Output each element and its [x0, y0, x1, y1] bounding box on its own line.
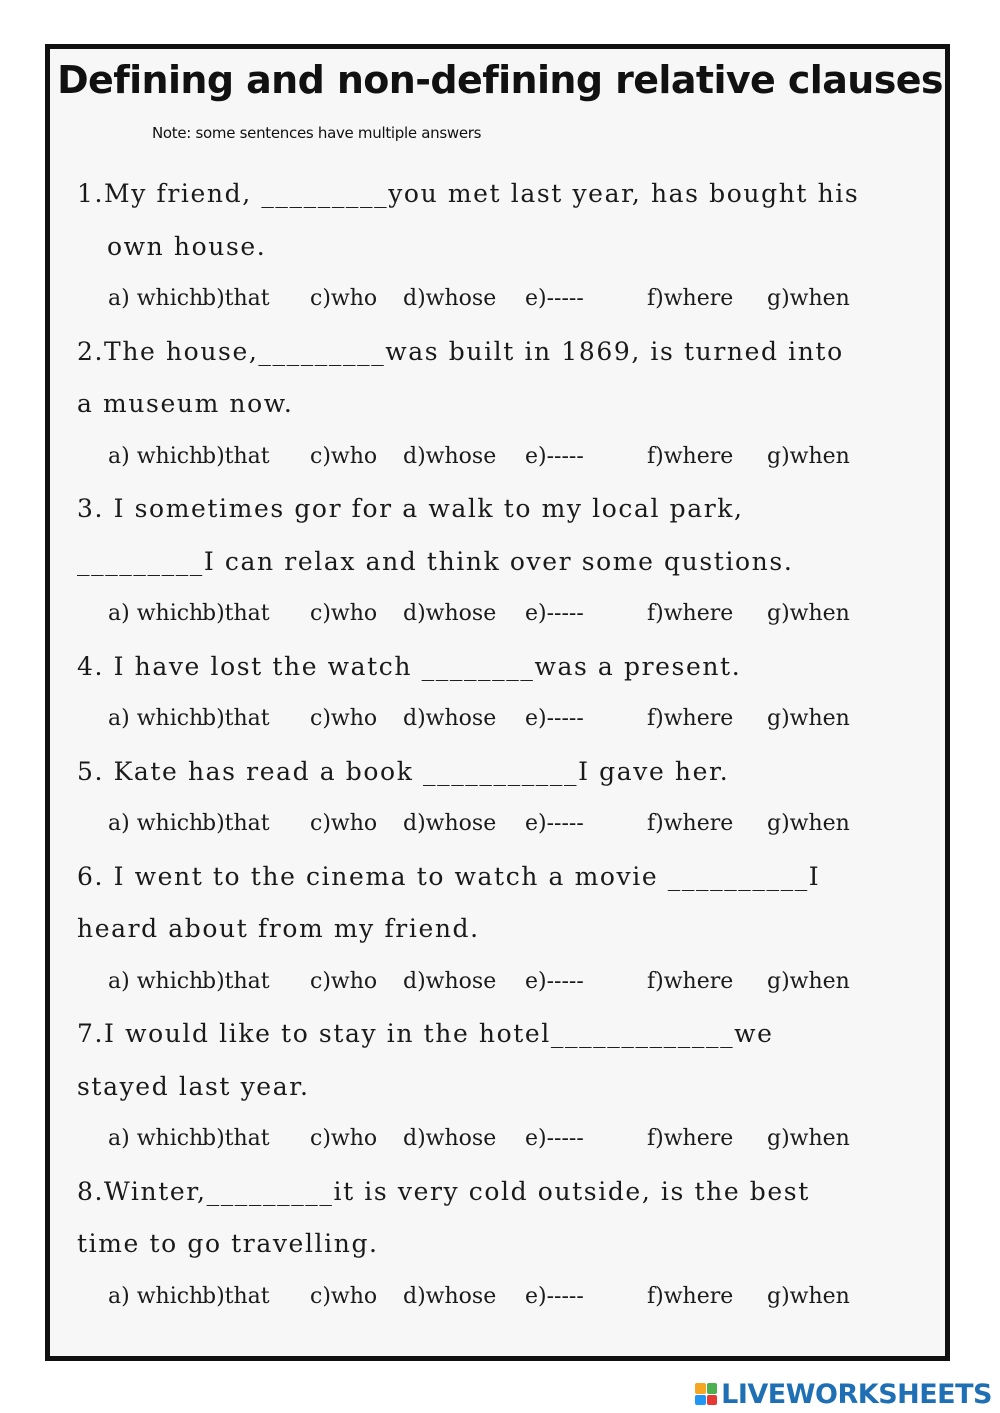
question-text: 8.Winter,_________it is very cold outside, is the best: [77, 1176, 810, 1206]
option-c[interactable]: c)who: [310, 1283, 378, 1309]
option-a[interactable]: a) which: [108, 601, 204, 626]
option-b[interactable]: b)that: [202, 443, 270, 469]
question-text: 6. I went to the cinema to watch a movie __________I: [77, 861, 821, 891]
question-text: stayed last year.: [77, 1071, 310, 1101]
option-g[interactable]: g)when: [767, 811, 850, 836]
question-8: [77, 1166, 927, 1324]
option-d[interactable]: d)whose: [403, 1126, 497, 1151]
option-d[interactable]: d)whose: [403, 811, 497, 836]
option-c[interactable]: c)who: [310, 443, 378, 469]
option-e[interactable]: e)-----: [525, 968, 584, 994]
option-d[interactable]: d)whose: [403, 968, 497, 994]
option-f[interactable]: f)where: [647, 1283, 734, 1309]
option-f[interactable]: f)where: [647, 706, 734, 731]
option-c[interactable]: c)who: [310, 968, 378, 994]
answer-options: [77, 588, 927, 641]
question-text: time to go travelling.: [77, 1229, 379, 1258]
option-a[interactable]: a) which: [108, 706, 204, 731]
answer-options: [77, 956, 927, 1009]
option-b[interactable]: b)that: [202, 968, 270, 994]
option-c[interactable]: c)who: [310, 1126, 378, 1151]
worksheet-title: Defining and non-defining relative clauses: [57, 58, 943, 102]
option-d[interactable]: d)whose: [403, 1283, 497, 1309]
brand-name: LIVEWORKSHEETS: [721, 1378, 992, 1410]
option-a[interactable]: a) which: [108, 1126, 204, 1151]
question-text: 2.The house,_________was built in 1869, is turned into: [77, 336, 844, 366]
option-a[interactable]: a) which: [108, 968, 204, 994]
question-2: [77, 326, 927, 484]
answer-options: [77, 693, 927, 746]
option-f[interactable]: f)where: [647, 968, 734, 994]
question-4: [77, 641, 927, 746]
question-text: 7.I would like to stay in the hotel_____________we: [77, 1019, 774, 1048]
question-5: [77, 746, 927, 851]
question-text: own house.: [107, 231, 267, 261]
answer-options: [77, 798, 927, 851]
option-e[interactable]: e)-----: [525, 1126, 584, 1151]
option-e[interactable]: e)-----: [525, 811, 584, 836]
option-c[interactable]: c)who: [310, 286, 378, 311]
worksheet-note: Note: some sentences have multiple answers: [152, 124, 482, 142]
answer-options: [77, 431, 927, 484]
option-e[interactable]: e)-----: [525, 286, 584, 311]
option-g[interactable]: g)when: [767, 443, 850, 469]
option-c[interactable]: c)who: [310, 811, 378, 836]
liveworksheets-logo: [695, 1379, 992, 1409]
option-f[interactable]: f)where: [647, 286, 734, 311]
option-f[interactable]: f)where: [647, 1126, 734, 1151]
option-a[interactable]: a) which: [108, 1283, 204, 1309]
question-1: [77, 168, 927, 326]
option-a[interactable]: a) which: [108, 286, 204, 311]
option-f[interactable]: f)where: [647, 443, 734, 469]
question-text: 5. Kate has read a book ___________I gave her.: [77, 756, 730, 786]
question-7: [77, 1008, 927, 1166]
question-text: 3. I sometimes gor for a walk to my local park,: [77, 494, 744, 523]
option-c[interactable]: c)who: [310, 706, 378, 731]
option-d[interactable]: d)whose: [403, 706, 497, 731]
question-text: a museum now.: [77, 389, 294, 418]
question-3: [77, 483, 927, 641]
option-b[interactable]: b)that: [202, 1283, 270, 1309]
answer-options: [77, 1113, 927, 1166]
question-list: [77, 168, 927, 1323]
question-text: 4. I have lost the watch ________was a present.: [77, 651, 742, 681]
option-e[interactable]: e)-----: [525, 1283, 584, 1309]
answer-options: [77, 1271, 927, 1324]
answer-options: [77, 273, 927, 326]
question-text: _________I can relax and think over some qustions.: [77, 546, 794, 576]
option-g[interactable]: g)when: [767, 968, 850, 994]
option-b[interactable]: b)that: [202, 811, 270, 836]
option-d[interactable]: d)whose: [403, 601, 497, 626]
question-text: heard about from my friend.: [77, 914, 480, 943]
option-g[interactable]: g)when: [767, 706, 850, 731]
option-d[interactable]: d)whose: [403, 443, 497, 469]
question-6: [77, 851, 927, 1009]
option-a[interactable]: a) which: [108, 811, 204, 836]
option-c[interactable]: c)who: [310, 601, 378, 626]
option-b[interactable]: b)that: [202, 706, 270, 731]
option-e[interactable]: e)-----: [525, 443, 584, 469]
logo-blocks-icon: [695, 1383, 717, 1405]
option-g[interactable]: g)when: [767, 1126, 850, 1151]
option-a[interactable]: a) which: [108, 443, 204, 469]
option-e[interactable]: e)-----: [525, 601, 584, 626]
option-b[interactable]: b)that: [202, 1126, 270, 1151]
option-b[interactable]: b)that: [202, 286, 270, 311]
option-g[interactable]: g)when: [767, 1283, 850, 1309]
option-g[interactable]: g)when: [767, 601, 850, 626]
option-f[interactable]: f)where: [647, 811, 734, 836]
question-text: 1.My friend, _________you met last year, has bought his: [77, 179, 860, 208]
option-e[interactable]: e)-----: [525, 706, 584, 731]
option-b[interactable]: b)that: [202, 601, 270, 626]
option-d[interactable]: d)whose: [403, 286, 497, 311]
option-g[interactable]: g)when: [767, 286, 850, 311]
option-f[interactable]: f)where: [647, 601, 734, 626]
